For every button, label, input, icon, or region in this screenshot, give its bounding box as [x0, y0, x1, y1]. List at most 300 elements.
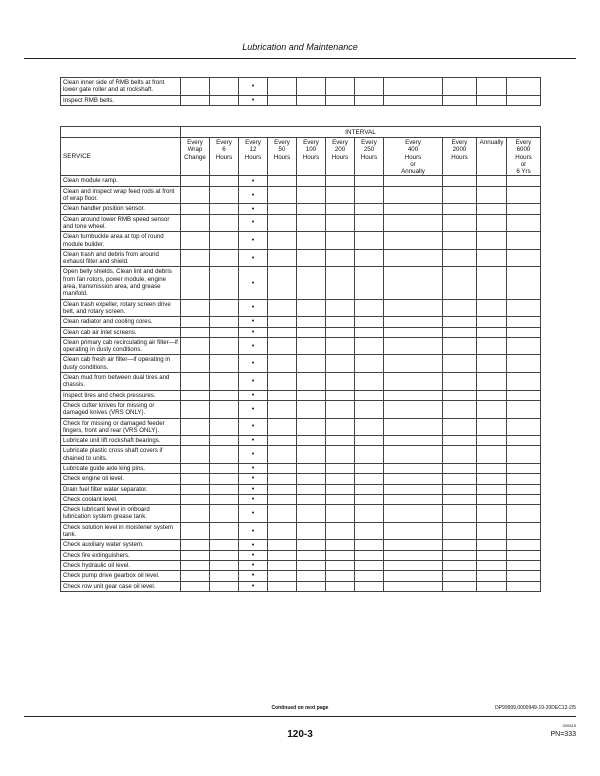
service-cell: Lubricate guide axle king pins.: [61, 463, 181, 473]
interval-cell: [355, 418, 384, 436]
table-row: [61, 249, 541, 267]
interval-cell: [355, 373, 384, 391]
interval-cell: [210, 176, 239, 186]
interval-cell: [507, 299, 541, 317]
interval-cell: [384, 327, 443, 337]
interval-cell: [477, 355, 507, 373]
interval-header-line: Change: [184, 153, 206, 161]
interval-cell: [268, 400, 297, 418]
service-cell: Clean radiator and cooling cores.: [61, 317, 181, 327]
table-row: [61, 446, 541, 464]
interval-cell: [507, 581, 541, 591]
interval-column-header: [181, 138, 210, 176]
interval-cell: [268, 373, 297, 391]
interval-cell: [384, 267, 443, 299]
table-row: [61, 267, 541, 299]
interval-header-line: Hours: [515, 153, 532, 161]
interval-cell: [384, 373, 443, 391]
interval-header-line: 12: [249, 146, 257, 154]
service-cell: Lubricate unit lift rockshaft bearings.: [61, 436, 181, 446]
interval-header-line: or: [520, 160, 527, 168]
interval-cell: [507, 373, 541, 391]
table-row: [61, 400, 541, 418]
table-row: [61, 232, 541, 250]
interval-cell: [384, 355, 443, 373]
interval-cell: [268, 571, 297, 581]
service-cell: Check engine oil level.: [61, 474, 181, 484]
interval-header-line: Hours: [302, 153, 320, 161]
interval-cell: [443, 400, 477, 418]
interval-cell: [443, 474, 477, 484]
table-row: [61, 550, 541, 560]
interval-cell: [181, 299, 210, 317]
interval-cell: [507, 186, 541, 204]
interval-cell: [477, 204, 507, 214]
interval-cell: [297, 446, 326, 464]
service-cell: Check auxiliary water system.: [61, 540, 181, 550]
interval-cell: [210, 540, 239, 550]
interval-header-line: Hours: [331, 153, 349, 161]
interval-column-header: [384, 138, 443, 176]
interval-cell: [210, 95, 239, 105]
service-cell: Clean primary cab recirculating air filter—if operating in dusty conditions.: [61, 337, 181, 355]
interval-cell: [477, 571, 507, 581]
interval-header-line: Every: [245, 139, 261, 146]
interval-cell: [268, 390, 297, 400]
interval-cell: [355, 400, 384, 418]
interval-mark: •: [239, 571, 268, 581]
interval-cell: [384, 232, 443, 250]
service-cell: Check coolant level.: [61, 494, 181, 504]
interval-column-header: [297, 138, 326, 176]
interval-cell: [443, 232, 477, 250]
interval-cell: [384, 78, 443, 96]
interval-cell: [355, 581, 384, 591]
interval-cell: [181, 571, 210, 581]
interval-cell: [268, 204, 297, 214]
interval-mark: •: [239, 249, 268, 267]
interval-cell: [477, 327, 507, 337]
interval-cell: [268, 463, 297, 473]
interval-cell: [181, 474, 210, 484]
interval-cell: [326, 400, 355, 418]
interval-cell: [181, 186, 210, 204]
interval-cell: [384, 581, 443, 591]
interval-cell: [355, 494, 384, 504]
interval-cell: [477, 267, 507, 299]
interval-cell: [384, 299, 443, 317]
interval-cell: [355, 337, 384, 355]
table-row: [61, 204, 541, 214]
interval-mark: •: [239, 505, 268, 523]
interval-cell: [477, 418, 507, 436]
interval-header: INTERVAL: [181, 127, 541, 138]
interval-cell: [268, 474, 297, 484]
interval-header-line: Every: [405, 139, 421, 146]
interval-cell: [443, 249, 477, 267]
interval-header-line: Every: [515, 139, 532, 146]
interval-cell: [355, 186, 384, 204]
interval-cell: [384, 418, 443, 436]
interval-cell: [268, 560, 297, 570]
table-row: [61, 327, 541, 337]
interval-header-line: 100: [305, 146, 317, 154]
interval-cell: [297, 232, 326, 250]
interval-cell: [297, 505, 326, 523]
interval-header-line: 200: [334, 146, 346, 154]
interval-mark: •: [239, 327, 268, 337]
interval-cell: [507, 494, 541, 504]
interval-cell: [507, 484, 541, 494]
interval-cell: [443, 494, 477, 504]
interval-cell: [355, 176, 384, 186]
interval-cell: [210, 204, 239, 214]
interval-cell: [384, 400, 443, 418]
interval-header-line: 6 Yrs: [516, 168, 531, 176]
interval-header-line: 250: [363, 146, 375, 154]
interval-cell: [326, 337, 355, 355]
interval-header-line: Every: [451, 139, 468, 146]
interval-header-line: Hours: [215, 153, 233, 161]
interval-cell: [297, 550, 326, 560]
interval-cell: [181, 267, 210, 299]
top-table-body: [61, 78, 541, 106]
interval-cell: [181, 204, 210, 214]
interval-cell: [297, 204, 326, 214]
interval-header-line: Hours: [244, 153, 262, 161]
interval-cell: [384, 560, 443, 570]
table-row: [61, 494, 541, 504]
interval-cell: [507, 78, 541, 96]
interval-cell: [326, 373, 355, 391]
table-row: [61, 581, 541, 591]
table-row: [61, 337, 541, 355]
interval-cell: [181, 522, 210, 540]
interval-header-line: Every: [187, 139, 203, 146]
interval-cell: [181, 317, 210, 327]
interval-header-line: 6: [222, 146, 226, 154]
interval-column-header: [443, 138, 477, 176]
interval-cell: [355, 463, 384, 473]
interval-cell: [210, 299, 239, 317]
service-cell: Check pump drive gearbox oil level.: [61, 571, 181, 581]
interval-cell: [181, 78, 210, 96]
interval-cell: [268, 299, 297, 317]
interval-cell: [326, 299, 355, 317]
interval-cell: [507, 474, 541, 484]
interval-cell: [181, 232, 210, 250]
interval-cell: [297, 418, 326, 436]
interval-cell: [384, 436, 443, 446]
interval-cell: [477, 232, 507, 250]
interval-cell: [443, 337, 477, 355]
interval-cell: [355, 317, 384, 327]
service-header: SERVICE: [61, 138, 181, 176]
interval-cell: [210, 463, 239, 473]
interval-cell: [355, 267, 384, 299]
interval-mark: •: [239, 232, 268, 250]
interval-cell: [355, 327, 384, 337]
table-row: [61, 95, 541, 105]
interval-cell: [477, 95, 507, 105]
interval-cell: [181, 418, 210, 436]
interval-cell: [268, 267, 297, 299]
interval-cell: [210, 581, 239, 591]
interval-cell: [326, 214, 355, 232]
interval-cell: [443, 95, 477, 105]
interval-cell: [181, 494, 210, 504]
interval-mark: •: [239, 446, 268, 464]
interval-cell: [326, 418, 355, 436]
interval-cell: [355, 214, 384, 232]
interval-column-header: [326, 138, 355, 176]
interval-cell: [443, 373, 477, 391]
interval-cell: [384, 463, 443, 473]
interval-cell: [181, 373, 210, 391]
interval-cell: [297, 267, 326, 299]
interval-cell: [268, 581, 297, 591]
interval-cell: [181, 540, 210, 550]
interval-cell: [326, 204, 355, 214]
interval-cell: [507, 337, 541, 355]
interval-cell: [384, 214, 443, 232]
interval-cell: [355, 505, 384, 523]
table-row: [61, 214, 541, 232]
small-code: 020615: [562, 723, 576, 728]
interval-cell: [443, 204, 477, 214]
interval-cell: [507, 327, 541, 337]
interval-header-line: Every: [216, 139, 232, 146]
interval-cell: [443, 463, 477, 473]
interval-cell: [477, 474, 507, 484]
interval-cell: [477, 436, 507, 446]
interval-cell: [297, 327, 326, 337]
interval-cell: [210, 474, 239, 484]
interval-cell: [443, 436, 477, 446]
interval-mark: •: [239, 484, 268, 494]
interval-cell: [443, 484, 477, 494]
table-row: [61, 571, 541, 581]
interval-cell: [181, 355, 210, 373]
interval-cell: [507, 355, 541, 373]
interval-cell: [268, 337, 297, 355]
interval-cell: [507, 571, 541, 581]
interval-cell: [297, 214, 326, 232]
interval-mark: •: [239, 463, 268, 473]
main-table-body: [61, 176, 541, 591]
interval-header-line: Every: [303, 139, 319, 146]
interval-mark: •: [239, 176, 268, 186]
interval-mark: •: [239, 550, 268, 560]
interval-cell: [355, 78, 384, 96]
interval-cell: [210, 186, 239, 204]
interval-mark: •: [239, 373, 268, 391]
continued-note: Continued on next page: [271, 705, 329, 711]
interval-cell: [210, 522, 239, 540]
interval-cell: [477, 581, 507, 591]
interval-cell: [443, 176, 477, 186]
interval-cell: [297, 484, 326, 494]
interval-cell: [268, 418, 297, 436]
interval-header-line: Wrap: [187, 146, 203, 154]
interval-cell: [326, 522, 355, 540]
interval-cell: [384, 522, 443, 540]
blank-corner-cell: [61, 127, 181, 138]
interval-cell: [477, 186, 507, 204]
interval-cell: [355, 436, 384, 446]
table-row: [61, 78, 541, 96]
interval-cell: [210, 337, 239, 355]
interval-cell: [477, 494, 507, 504]
interval-cell: [384, 249, 443, 267]
interval-cell: [181, 327, 210, 337]
interval-column-header: [507, 138, 541, 176]
interval-cell: [297, 522, 326, 540]
interval-cell: [326, 390, 355, 400]
interval-cell: [443, 550, 477, 560]
interval-mark: •: [239, 317, 268, 327]
service-cell: Check lubricant level in onboard lubrication system grease tank.: [61, 505, 181, 523]
interval-cell: [297, 581, 326, 591]
interval-cell: [297, 249, 326, 267]
service-cell: Clean inner side of RMB belts at front lower gate roller and at rockshaft.: [61, 78, 181, 96]
service-cell: Inspect RMB belts.: [61, 95, 181, 105]
interval-cell: [443, 581, 477, 591]
interval-cell: [507, 176, 541, 186]
interval-cell: [181, 176, 210, 186]
interval-cell: [507, 463, 541, 473]
interval-cell: [268, 540, 297, 550]
interval-cell: [477, 337, 507, 355]
interval-cell: [268, 232, 297, 250]
interval-cell: [384, 505, 443, 523]
interval-cell: [477, 176, 507, 186]
interval-cell: [297, 390, 326, 400]
interval-header-line: 50: [278, 146, 286, 154]
interval-cell: [268, 446, 297, 464]
service-cell: Clean cab air inlet screens.: [61, 327, 181, 337]
interval-cell: [181, 560, 210, 570]
interval-cell: [268, 317, 297, 327]
service-cell: Clean mud from between dual tires and chassis.: [61, 373, 181, 391]
interval-mark: •: [239, 436, 268, 446]
service-cell: Clean trash and debris from around exhaust filter and shield.: [61, 249, 181, 267]
interval-cell: [507, 540, 541, 550]
interval-cell: [297, 95, 326, 105]
interval-cell: [477, 390, 507, 400]
interval-header-line: Hours: [273, 153, 291, 161]
interval-cell: [210, 550, 239, 560]
header-rule: [24, 58, 576, 59]
interval-cell: [297, 373, 326, 391]
interval-cell: [181, 337, 210, 355]
interval-cell: [384, 494, 443, 504]
interval-header-line: Every: [361, 139, 377, 146]
interval-cell: [355, 249, 384, 267]
interval-cell: [297, 78, 326, 96]
interval-cell: [477, 373, 507, 391]
interval-cell: [384, 484, 443, 494]
interval-cell: [355, 550, 384, 560]
interval-cell: [210, 571, 239, 581]
page-header-title: Lubrication and Maintenance: [242, 42, 358, 52]
interval-cell: [443, 505, 477, 523]
interval-cell: [210, 317, 239, 327]
interval-cell: [477, 463, 507, 473]
interval-cell: [326, 355, 355, 373]
interval-cell: [384, 550, 443, 560]
interval-mark: •: [239, 337, 268, 355]
interval-cell: [210, 373, 239, 391]
interval-cell: [355, 95, 384, 105]
interval-mark: •: [239, 540, 268, 550]
interval-cell: [268, 484, 297, 494]
interval-header-line: 2000: [452, 146, 467, 154]
interval-cell: [443, 418, 477, 436]
service-cell: Clean cab fresh air filter—if operating in dusty conditions.: [61, 355, 181, 373]
interval-cell: [326, 95, 355, 105]
interval-cell: [210, 400, 239, 418]
interval-mark: •: [239, 95, 268, 105]
interval-cell: [297, 463, 326, 473]
interval-header-line: 400: [407, 146, 419, 154]
footer-rule: [24, 716, 576, 717]
interval-cell: [181, 390, 210, 400]
service-cell: Check row unit gear case oil level.: [61, 581, 181, 591]
interval-mark: •: [239, 186, 268, 204]
interval-cell: [384, 176, 443, 186]
service-cell: Check hydraulic oil level.: [61, 560, 181, 570]
interval-cell: [297, 571, 326, 581]
interval-cell: [477, 484, 507, 494]
interval-cell: [326, 484, 355, 494]
interval-cell: [268, 95, 297, 105]
interval-cell: [326, 327, 355, 337]
interval-cell: [443, 186, 477, 204]
interval-cell: [477, 550, 507, 560]
table-row: [61, 355, 541, 373]
interval-header-line: or: [410, 160, 416, 168]
interval-cell: [355, 484, 384, 494]
interval-header-line: Every: [274, 139, 290, 146]
interval-cell: [477, 78, 507, 96]
service-cell: Check solution level in moistener system tank.: [61, 522, 181, 540]
interval-cell: [443, 540, 477, 550]
top-service-table: [60, 77, 541, 106]
interval-cell: [181, 214, 210, 232]
interval-cell: [443, 299, 477, 317]
interval-cell: [210, 327, 239, 337]
interval-cell: [355, 522, 384, 540]
service-cell: Clean module ramp.: [61, 176, 181, 186]
service-cell: Open belly shields. Clean lint and debris from fan rotors, power module, engine area, transmission area, and grease manifold.: [61, 267, 181, 299]
interval-cell: [210, 355, 239, 373]
interval-cell: [507, 522, 541, 540]
interval-cell: [268, 214, 297, 232]
maintenance-interval-table: [60, 126, 541, 592]
interval-header-line: Hours: [360, 153, 378, 161]
interval-cell: [477, 317, 507, 327]
interval-cell: [210, 446, 239, 464]
table-row: [61, 474, 541, 484]
interval-cell: [268, 249, 297, 267]
interval-cell: [477, 522, 507, 540]
interval-cell: [181, 505, 210, 523]
interval-cell: [181, 484, 210, 494]
interval-cell: [355, 571, 384, 581]
interval-cell: [384, 390, 443, 400]
interval-cell: [297, 494, 326, 504]
